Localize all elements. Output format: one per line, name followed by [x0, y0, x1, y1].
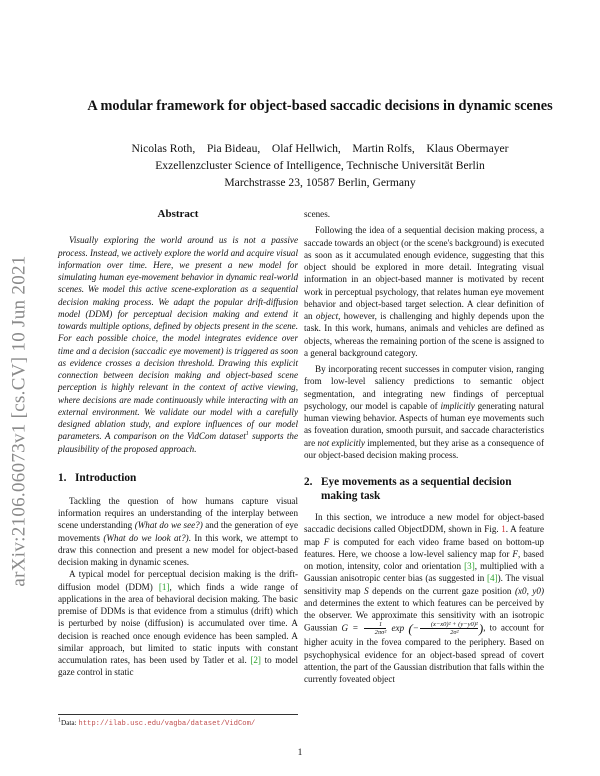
arxiv-watermark: arXiv:2106.06073v1 [cs.CV] 10 Jun 2021	[9, 255, 30, 587]
author-block	[40, 140, 600, 191]
section-2-paragraph: In this section, we introduce a new model for object-based saccadic decisions called ObjectDDM, shown in Fig. 1. A feature map F is computed for each video frame based on bottom-up features. Here, we choose a low-level saliency map for F, based on motion, intensity, color and orientation [3], multiplied with a Gaussian anisotropic center bias (as suggested in [4]). The visual sensitivity map S depends on the current gaze position (x0, y0) and determines the extent to which features can be perceived by the observer. We approximate this sensitivity with an isotropic Gaussian G = $\frac{1}{\text{2πσ²}}$ exp (− $\frac{\text{(x−x0)² + (y−y0)²}}{\text{2σ²}}$ ), to account for higher acuity in the fovea compared to the periphery. Based on psychophysical evidence for an object-based spread of covert attention, the part of the Gaussian distribution that falls within the currently foveated object	[304, 512, 544, 684]
intro-paragraph-2: A typical model for perceptual decision making is the drift-diffusion model (DDM) [1], which finds a wide range of applications in the area of behavioral decision making. The basic premise of DDMs is that evidence from a stimulus (drift) which is perturbed by noise (diffusion) is accumulated over time. A decision is reached once enough evidence has been sampled. A similar approach, but limited to static inputs with constant accumulation rates, has been used by Tatler et al. [2] to model gaze control in static	[58, 569, 298, 678]
section-2-heading: 2. Eye movements as a sequential decision making task	[304, 476, 512, 502]
continued-text: scenes.	[304, 209, 331, 219]
footnote-mark[interactable]: 1	[245, 431, 249, 438]
right-paragraph-2: By incorporating recent successes in computer vision, ranging from low-level saliency predictions to semantic object segmentation, and integrating new findings of perceptual psychology, our model is capable of implicitly generating natural human viewing behavior. Aspects of human eye movements such as foveation duration, smooth pursuit, and saccade characteristics are not explicitly implemented, but they arise as a consequence of our object-based decision making process.	[304, 364, 544, 460]
footnote: $^1$Data: http://ilab.usc.edu/vagba/dataset/VidCom/	[58, 714, 298, 728]
dataset-url-link[interactable]: http://ilab.usc.edu/vagba/dataset/VidCom/	[78, 720, 256, 728]
page-number: 1	[297, 748, 303, 758]
address: Marchstrasse 23, 10587 Berlin, Germany	[224, 176, 416, 189]
paper-title: A modular framework for object-based saccadic decisions in dynamic scenes	[87, 98, 553, 114]
affiliation: Exzellenzcluster Science of Intelligence, Technische Universität Berlin	[155, 159, 485, 172]
left-column	[58, 208, 298, 679]
right-column	[304, 208, 544, 685]
right-paragraph-1: Following the idea of a sequential decision making process, a saccade towards an object (or the scene's background) is executed as soon as it accumulated enough evidence, suggesting that this object should be explored in more detail. Integrating visual information in an object-based manner is motivated by recent work in perceptual psychology, that relates human eye movement behavior and object-based target selection. A clear definition of an object, however, is challenging and highly depends upon the task. In this work, humans, animals and vehicles are defined as objects, whereas the remaining portion of the scene is assigned to a general background category.	[304, 225, 544, 358]
citation-link[interactable]: [2]	[250, 655, 261, 665]
abstract-body: Visually exploring the world around us is not a passive process. Instead, we actively explore the world and acquire visual information over time. Here, we present a new model for simulating human eye-movement behavior in dynamic real-world scenes. We model this active scene-exploration as a sequential decision making process. We adapt the popular drift-diffusion model (DDM) for perceptual decision making and extend it towards multiple options, defined by objects present in the scene. For each possible choice, the model integrates evidence over time and a decision (saccadic eye movement) is triggered as soon as evidence crosses a decision threshold. Drawing this explicit connection between decision making and object-based scene perception is highly relevant in the context of active viewing, where decisions are made continuously while interacting with an external environment. We validate our model with a carefully designed ablation study, and explore influences of our model parameters. A comparison on the VidCom dataset$^1$ supports the plausibility of the proposed approach.	[58, 235, 298, 454]
intro-paragraph-1: Tackling the question of how humans capture visual information requires an understanding of the interplay between scene understanding (What do we see?) and the generation of eye movements (What do we look at?). In this work, we attempt to draw this connection and present a new model for object-based decision making in dynamic scenes.	[58, 495, 298, 567]
author-list: Nicolas Roth, Pia Bideau, Olaf Hellwich, Martin Rolfs, Klaus Obermayer	[131, 142, 509, 155]
intro-heading: 1. Introduction	[58, 471, 137, 484]
gaussian-equation: G = $\frac{1}{\text{2πσ²}}$ exp (− $\frac{\text{(x−x0)² + (y−y0)²}}{\text{2σ²}}$ )	[341, 620, 484, 637]
citation-link[interactable]: [3]	[464, 561, 475, 571]
figure-ref-link[interactable]: 1	[501, 524, 506, 535]
citation-link[interactable]: [1]	[158, 581, 170, 592]
citation-link[interactable]: [4]	[487, 573, 498, 584]
abstract-heading: Abstract	[157, 208, 199, 220]
